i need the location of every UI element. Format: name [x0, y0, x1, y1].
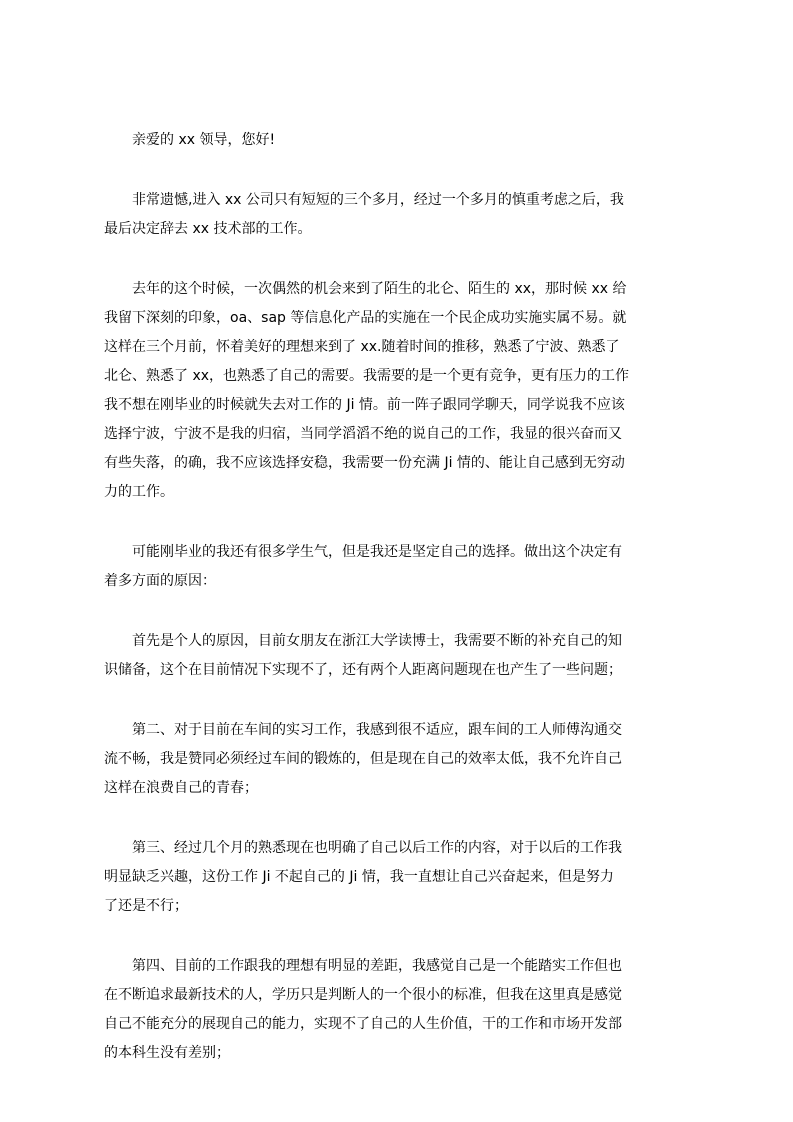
paragraph-line: 着多方面的原因： — [104, 573, 216, 589]
paragraph — [104, 627, 704, 685]
paragraph-line: 这样在三个月前，怀着美好的理想来到了 xx.随着时间的推移，熟悉了宁波、熟悉了 — [104, 339, 620, 355]
paragraph-line: 了还是不行； — [104, 898, 188, 914]
paragraph-line: 有些失落，的确，我不应该选择安稳，我需要一份充满 Ji 情的、能让自己感到无穷动 — [104, 455, 625, 471]
paragraph-line: 力的工作。 — [104, 484, 174, 500]
paragraph-line: 最后决定辞去 xx 技术部的工作。 — [104, 221, 312, 237]
paragraph — [104, 716, 704, 803]
paragraph-line: 非常遗憾,进入 xx 公司只有短短的三个多月，经过一个多月的慎重考虑之后，我 — [132, 192, 624, 208]
paragraph-line: 我留下深刻的印象，oa、sap 等信息化产品的实施在一个民企成功实施实属不易。就 — [104, 310, 627, 326]
letter-body — [104, 126, 704, 1099]
paragraph-line: 首先是个人的原因，目前女朋友在浙江大学读博士，我需要不断的补充自己的知 — [132, 633, 622, 649]
salutation — [104, 126, 704, 155]
salutation-line: 亲爱的 xx 领导，您好! — [132, 132, 276, 148]
paragraph-list — [104, 186, 704, 1068]
paragraph — [104, 834, 704, 921]
paragraph-line: 第二、对于目前在车间的实习工作，我感到很不适应，跟车间的工人师傅沟通交 — [132, 722, 622, 738]
paragraph-line: 流不畅，我是赞同必须经过车间的锻炼的，但是现在自己的效率太低，我不允许自己 — [104, 751, 622, 767]
paragraph-line: 去年的这个时候，一次偶然的机会来到了陌生的北仑、陌生的 xx，那时候 xx 给 — [132, 281, 627, 297]
paragraph-line: 在不断追求最新技术的人，学历只是判断人的一个很小的标准，但我在这里真是感觉 — [104, 987, 622, 1003]
paragraph-line: 可能刚毕业的我还有很多学生气，但是我还是坚定自己的选择。做出这个决定有 — [132, 544, 622, 560]
paragraph — [104, 186, 704, 244]
paragraph-line: 的本科生没有差别； — [104, 1045, 230, 1061]
paragraph-line: 我不想在刚毕业的时候就失去对工作的 Ji 情。前一阵子跟同学聊天，同学说我不应该 — [104, 397, 625, 413]
paragraph — [104, 275, 704, 507]
paragraph-line: 自己不能充分的展现自己的能力，实现不了自己的人生价值，干的工作和市场开发部 — [104, 1016, 622, 1032]
paragraph-line: 选择宁波，宁波不是我的归宿，当同学滔滔不绝的说自己的工作，我显的很兴奋而又 — [104, 426, 622, 442]
paragraph-line: 第三、经过几个月的熟悉现在也明确了自己以后工作的内容，对于以后的工作我 — [132, 840, 622, 856]
paragraph-line: 这样在浪费自己的青春； — [104, 780, 258, 796]
paragraph-line: 第四、目前的工作跟我的理想有明显的差距，我感觉自己是一个能踏实工作但也 — [132, 958, 622, 974]
paragraph — [104, 538, 704, 596]
paragraph-line: 明显缺乏兴趣，这份工作 Ji 不起自己的 Ji 情，我一直想让自己兴奋起来，但是努力 — [104, 869, 614, 885]
paragraph — [104, 952, 704, 1068]
paragraph-line: 识储备，这个在目前情况下实现不了，还有两个人距离问题现在也产生了一些问题； — [104, 662, 622, 678]
paragraph-line: 北仑、熟悉了 xx，也熟悉了自己的需要。我需要的是一个更有竞争，更有压力的工作 — [104, 368, 630, 384]
